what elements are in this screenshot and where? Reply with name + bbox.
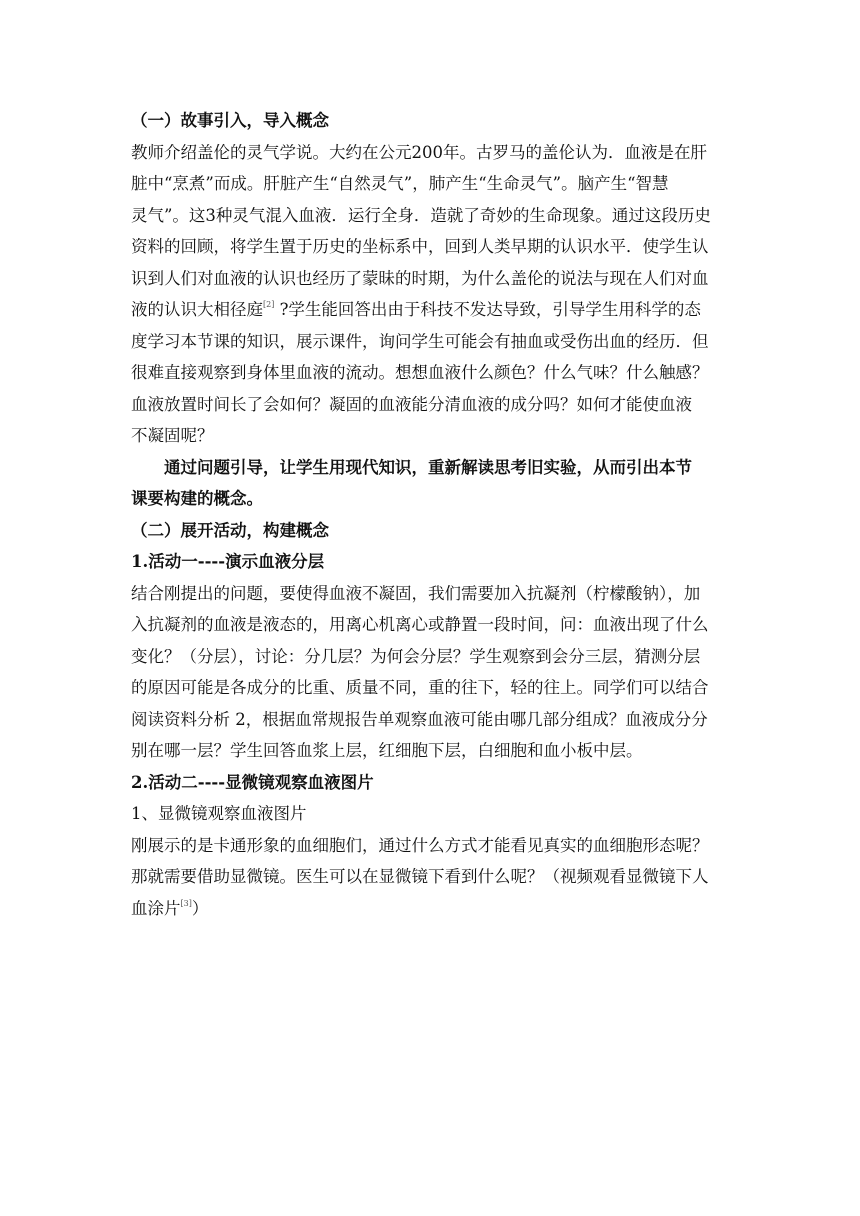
- line-text: ）: [191, 898, 209, 918]
- paragraph-line: [131, 294, 741, 326]
- paragraph-line: 资料的回顾，将学生置于历史的坐标系中，回到人类早期的认识水平．使学生认: [131, 237, 709, 256]
- paragraph-line: 血液放置时间长了会如何？凝固的血液能分清血液的成分吗？如何才能使血液: [131, 394, 692, 414]
- paragraph-line: 刚展示的是卡通形象的血细胞们，通过什么方式才能看见真实的血细胞形态呢？: [131, 835, 709, 855]
- paragraph-line: 阅读资料分析 2，根据血常规报告单观察血液可能由哪几部分组成？血液成分分: [131, 709, 708, 729]
- paragraph-line: 很难直接观察到身体里血液的流动。想想血液什么颜色？什么气味？什么触感？: [131, 363, 709, 382]
- line-text: 液的认识大相径庭: [131, 300, 263, 319]
- sub-heading: 1、显微镜观察血液图片: [131, 804, 307, 823]
- line-text: 血涂片: [131, 898, 181, 918]
- activity-2-heading: 2.活动二----显微镜观察血液图片: [131, 772, 374, 792]
- paragraph-line: [131, 893, 741, 925]
- paragraph-line: 教师介绍盖伦的灵气学说。大约在公元200年。古罗马的盖伦认为．血液是在肝: [131, 142, 707, 162]
- activity-2-paragraph: [131, 830, 741, 925]
- document-page: [131, 105, 741, 924]
- citation-ref-2[interactable]: [2]: [263, 300, 275, 309]
- section-heading-2: （二）展开活动，构建概念: [131, 520, 329, 540]
- paragraph-line: 结合刚提出的问题，要使得血液不凝固，我们需要加入抗凝剂（柠檬酸钠），加: [131, 583, 701, 603]
- activity-1-paragraph: [131, 578, 741, 767]
- section-heading-1: （一）故事引入，导入概念: [131, 111, 329, 130]
- line-text: ?学生能回答出由于科技不发达导致，引导学生用科学的态: [274, 300, 701, 319]
- paragraph-line: 变化？（分层），讨论：分几层？为何会分层？学生观察到会分三层，猜测分层: [131, 646, 701, 666]
- paragraph-line: 课要构建的概念。: [131, 489, 263, 508]
- paragraph-line: 脏中“烹煮”而成。肝脏产生“自然灵气”，肺产生“生命灵气”。脑产生“智慧: [131, 174, 669, 193]
- paragraph-line: 别在哪一层？学生回答血浆上层，红细胞下层，白细胞和血小板中层。: [131, 741, 643, 760]
- paragraph-line: 度学习本节课的知识，展示课件，询问学生可能会有抽血或受伤出血的经历．但: [131, 331, 709, 351]
- citation-ref-3[interactable]: [3]: [180, 898, 192, 908]
- paragraph-line: 那就需要借助显微镜。医生可以在显微镜下看到什么呢？（视频观看显微镜下人: [131, 867, 709, 886]
- paragraph-line: 灵气”。这3种灵气混入血液．运行全身．造就了奇妙的生命现象。通过这段历史: [131, 205, 711, 225]
- paragraph-line: 不凝固呢？: [131, 426, 214, 445]
- activity-1-heading: 1.活动一----演示血液分层: [131, 552, 325, 571]
- paragraph-line: 通过问题引导，让学生用现代知识，重新解读思考旧实验，从而引出本节: [164, 457, 692, 477]
- paragraph-line: 入抗凝剂的血液是液态的，用离心机离心或静置一段时间，问：血液出现了什么: [131, 615, 709, 634]
- paragraph-line: 的原因可能是各成分的比重、质量不同，重的往下，轻的往上。同学们可以结合: [131, 678, 709, 697]
- paragraph-line: 识到人们对血液的认识也经历了蒙昧的时期，为什么盖伦的说法与现在人们对血: [131, 268, 709, 288]
- intro-paragraph: [131, 137, 741, 452]
- summary-paragraph: [131, 452, 741, 515]
